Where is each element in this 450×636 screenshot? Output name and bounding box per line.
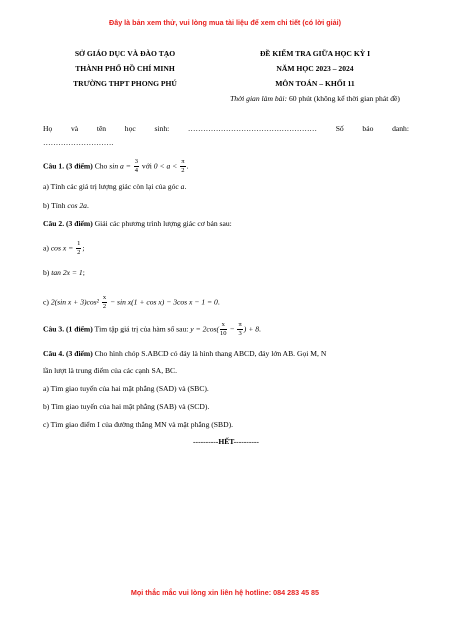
q2-part-b: b) tan 2x = 1; xyxy=(43,268,85,277)
q2-line: Câu 2. (3 điểm) Giải các phương trình lượng giác cơ bản sau: xyxy=(43,219,232,228)
subject: MÔN TOÁN – KHỐI 11 xyxy=(275,79,355,88)
name-blank: …………………………………………… xyxy=(187,124,318,133)
q1-pi-fraction: $\frac{\pi}{2}$ xyxy=(181,158,185,174)
q4-label: Câu 4. (3 điểm) xyxy=(43,349,93,358)
q2a-fraction: $\frac{1}{2}$ xyxy=(77,240,81,256)
header-left xyxy=(40,46,210,91)
duration-label: Thời gian làm bài: xyxy=(230,94,288,103)
q3-line: Câu 3. (1 điểm) Tìm tập giá trị của hàm số sau: y = 2cos( $\frac{x}{10}$ − $\frac{\pi}{3}$ ) + 8. xyxy=(43,321,261,337)
q1-fraction: $\frac{3}{4}$ xyxy=(134,158,139,174)
department-name: SỞ GIÁO DỤC VÀ ĐÀO TẠO xyxy=(74,49,176,58)
school-year: NĂM HỌC 2023 – 2024 xyxy=(276,64,354,73)
header-right xyxy=(205,46,425,106)
student-id-blank: ………………………. xyxy=(43,138,114,147)
q2-part-a: a) cos x = $\frac{1}{2}$ ; xyxy=(43,240,85,256)
q3-label: Câu 3. (1 điểm) xyxy=(43,324,93,334)
q1-part-a: a) Tính các giá trị lượng giác còn lại của góc a. xyxy=(43,182,187,191)
q3-fraction: $\frac{x}{10}$ xyxy=(220,321,227,337)
q2c-fraction: $\frac{x}{2}$ xyxy=(102,294,107,310)
preview-banner: Đây là bản xem thử, vui lòng mua tài liệu để xem chi tiết (có lời giải) xyxy=(109,18,341,27)
student-name-line: Họ và tên học sinh: …………………………………………… Số báo danh: xyxy=(43,124,409,133)
exam-title: ĐỀ KIỂM TRA GIỮA HỌC KỲ I xyxy=(259,49,371,58)
q4-part-b: b) Tìm giao tuyến của hai mặt phẳng (SAB) và (SCD). xyxy=(43,402,210,411)
q4-line-2: lần lượt là trung điểm của các cạnh SA, BC. xyxy=(43,366,178,375)
exam-duration xyxy=(205,91,425,106)
duration-value: 60 phút (không kể thời gian phát đề) xyxy=(288,94,400,103)
q3-pi-fraction: $\frac{\pi}{3}$ xyxy=(238,321,242,337)
q1-label: Câu 1. (3 điểm) xyxy=(43,161,93,171)
city-name: THÀNH PHỐ HỒ CHÍ MINH xyxy=(75,64,175,73)
q4-part-c: c) Tìm giao điểm I của đường thẳng MN và mặt phẳng (SBD). xyxy=(43,420,233,429)
q4-line: Câu 4. (3 điểm) Cho hình chóp S.ABCD có đáy là hình thang ABCD, đáy lớn AB. Gọi M, N xyxy=(43,349,327,358)
q4-part-a: a) Tìm giao tuyến của hai mặt phẳng (SAD) và (SBC). xyxy=(43,384,209,393)
q2-label: Câu 2. (3 điểm) xyxy=(43,219,93,228)
q2-part-c: c) 2(sin x + 3)cos² $\frac{x}{2}$ − sin x(1 + cos x) − 3cos x − 1 = 0. xyxy=(43,294,220,310)
school-name: TRƯỜNG THPT PHONG PHÚ xyxy=(73,79,177,88)
hotline-banner: Mọi thắc mắc vui lòng xin liên hệ hotline: 084 283 45 85 xyxy=(130,588,320,597)
q1-line: Câu 1. (3 điểm) Cho sin a = $\frac{3}{4}$ với 0 < a < $\frac{\pi}{2}$ . xyxy=(43,158,189,174)
end-marker: ----------HẾT---------- xyxy=(193,437,259,446)
q1-part-b: b) Tính cos 2a. xyxy=(43,201,89,210)
